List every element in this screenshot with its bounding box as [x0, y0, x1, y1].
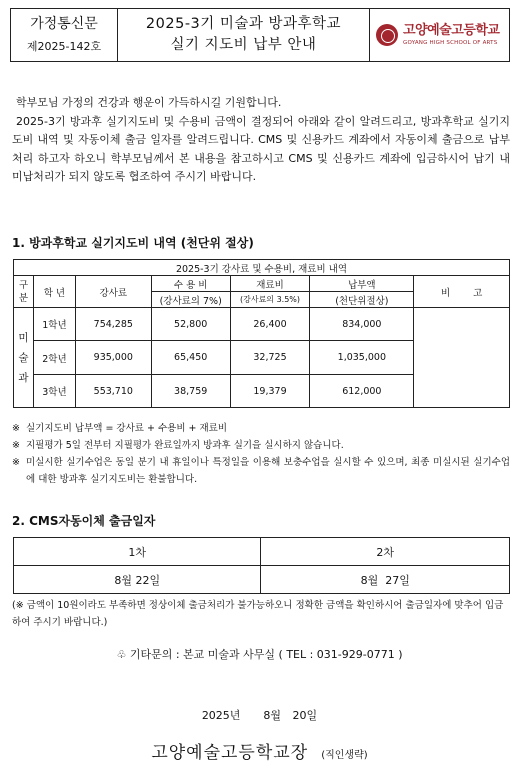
- school-seal-icon: [376, 24, 398, 46]
- publication-box: [11, 9, 118, 61]
- row-grade: 2학년: [33, 341, 75, 375]
- list-item: [12, 420, 510, 437]
- note-mark: ※: [12, 423, 20, 434]
- header-remarks: 비 고: [414, 276, 510, 308]
- signature-line: [0, 738, 519, 763]
- notice-title-box: [118, 9, 370, 61]
- row-payment: 1,035,000: [310, 341, 414, 375]
- fee-table-caption: 2025-3기 강사료 및 수용비, 재료비 내역: [14, 260, 510, 276]
- school-logo: [370, 9, 509, 61]
- row-grade: 1학년: [33, 308, 75, 341]
- cms-date-first: 8월 22일: [14, 566, 261, 594]
- notice-title-line1: 2025-3기 미술과 방과후학교: [145, 16, 342, 32]
- issue-date: 2025년 8월 20일: [201, 709, 318, 722]
- note-text: 미실시한 실기수업은 동일 분기 내 휴일이나 특정일을 이용해 보충수업을 실시할 수 있으며, 최종 미실시된 실기수업에 대한 방과후 실기지도비는 환불합니다.: [26, 457, 510, 485]
- greeting-text: 학부모님 가정의 건강과 행운이 가득하시길 기원합니다.: [16, 96, 282, 109]
- logo-english-text: GOYANG HIGH SCHOOL OF ARTS: [403, 40, 498, 46]
- row-supply: 65,450: [151, 341, 230, 375]
- header-material: 재료비: [230, 276, 310, 292]
- cms-header-second: 2차: [261, 538, 510, 566]
- intro-paragraph: [12, 94, 510, 187]
- cms-schedule-table: [13, 537, 510, 594]
- note-text: 지필평가 5일 전부터 지필평가 완료일까지 방과후 실기을 실시하지 않습니다.: [26, 440, 344, 451]
- row-tuition: 754,285: [75, 308, 151, 341]
- list-item: [12, 454, 510, 488]
- publication-name: 가정통신문: [30, 16, 98, 32]
- note-text: 실기지도비 납부액 = 강사료 + 수용비 + 재료비: [26, 423, 228, 434]
- cms-header-first: 1차: [14, 538, 261, 566]
- row-supply: 52,800: [151, 308, 230, 341]
- row-tuition: 553,710: [75, 375, 151, 408]
- header-payment: 납부액: [310, 276, 414, 292]
- cms-date-second: 8월 27일: [261, 566, 510, 594]
- header-supply-sub: (강사료의 7%): [151, 292, 230, 308]
- list-item: [12, 437, 510, 454]
- note-mark: ※: [12, 440, 20, 451]
- intro-body-text: 2025-3기 방과후 실기지도비 및 수용비 금액이 결정되어 아래와 같이 알려드리고, 방과후학교 실기지도비 내역 및 자동이체 출금 일자를 알려드립니다. CMS 및 신용카드 계좌에서 자동이체 출금으로 납부처리 하고자 하오니 학부모님께서 본 내용을 참고하시고 CMS 및 신용카드 계좌에 입금하시어 납기 내 미납처리가 되지 않도록 협조하여 주시기 바랍니다.: [12, 114, 510, 183]
- remarks-cell: [414, 308, 510, 408]
- publication-number: 제2025-142호: [26, 40, 102, 53]
- notice-title-line2: 실기 지도비 납부 안내: [170, 37, 317, 53]
- row-material: 32,725: [230, 341, 310, 375]
- table-row: [14, 308, 510, 341]
- row-grade: 3학년: [33, 375, 75, 408]
- logo-korean-text: 고양예술고등학교: [403, 23, 500, 38]
- category-art: 미술과: [14, 308, 34, 408]
- section2-title: 2. CMS자동이체 출금일자: [12, 514, 156, 528]
- row-supply: 38,759: [151, 375, 230, 408]
- document-header: [10, 8, 510, 62]
- header-payment-sub: (천단위절상): [310, 292, 414, 308]
- row-tuition: 935,000: [75, 341, 151, 375]
- header-supply: 수 용 비: [151, 276, 230, 292]
- row-payment: 612,000: [310, 375, 414, 408]
- contact-info: ♧ 기타문의 : 본교 미술과 사무실 ( TEL : 031-929-0771 ): [116, 648, 403, 661]
- cms-note: (※ 금액이 10원이라도 부족하면 정상이체 출금처리가 불가능하오니 정확한 금액을 확인하시어 출금일자에 맞추어 입금하여 주시기 바랍니다.): [12, 600, 504, 628]
- fee-notes: [12, 420, 510, 488]
- row-material: 26,400: [230, 308, 310, 341]
- row-material: 19,379: [230, 375, 310, 408]
- header-grade: 학 년: [33, 276, 75, 308]
- principal-signature: 고양예술고등학교장: [151, 743, 309, 763]
- row-payment: 834,000: [310, 308, 414, 341]
- header-tuition: 강사료: [75, 276, 151, 308]
- note-mark: ※: [12, 457, 20, 468]
- header-material-sub: (강사료의 3.5%): [230, 292, 310, 308]
- fee-table: [13, 259, 510, 408]
- header-category: 구분: [14, 276, 34, 308]
- seal-omitted-note: (직인생략): [321, 750, 368, 761]
- section1-title: 1. 방과후학교 실기지도비 내역 (천단위 절상): [12, 236, 254, 250]
